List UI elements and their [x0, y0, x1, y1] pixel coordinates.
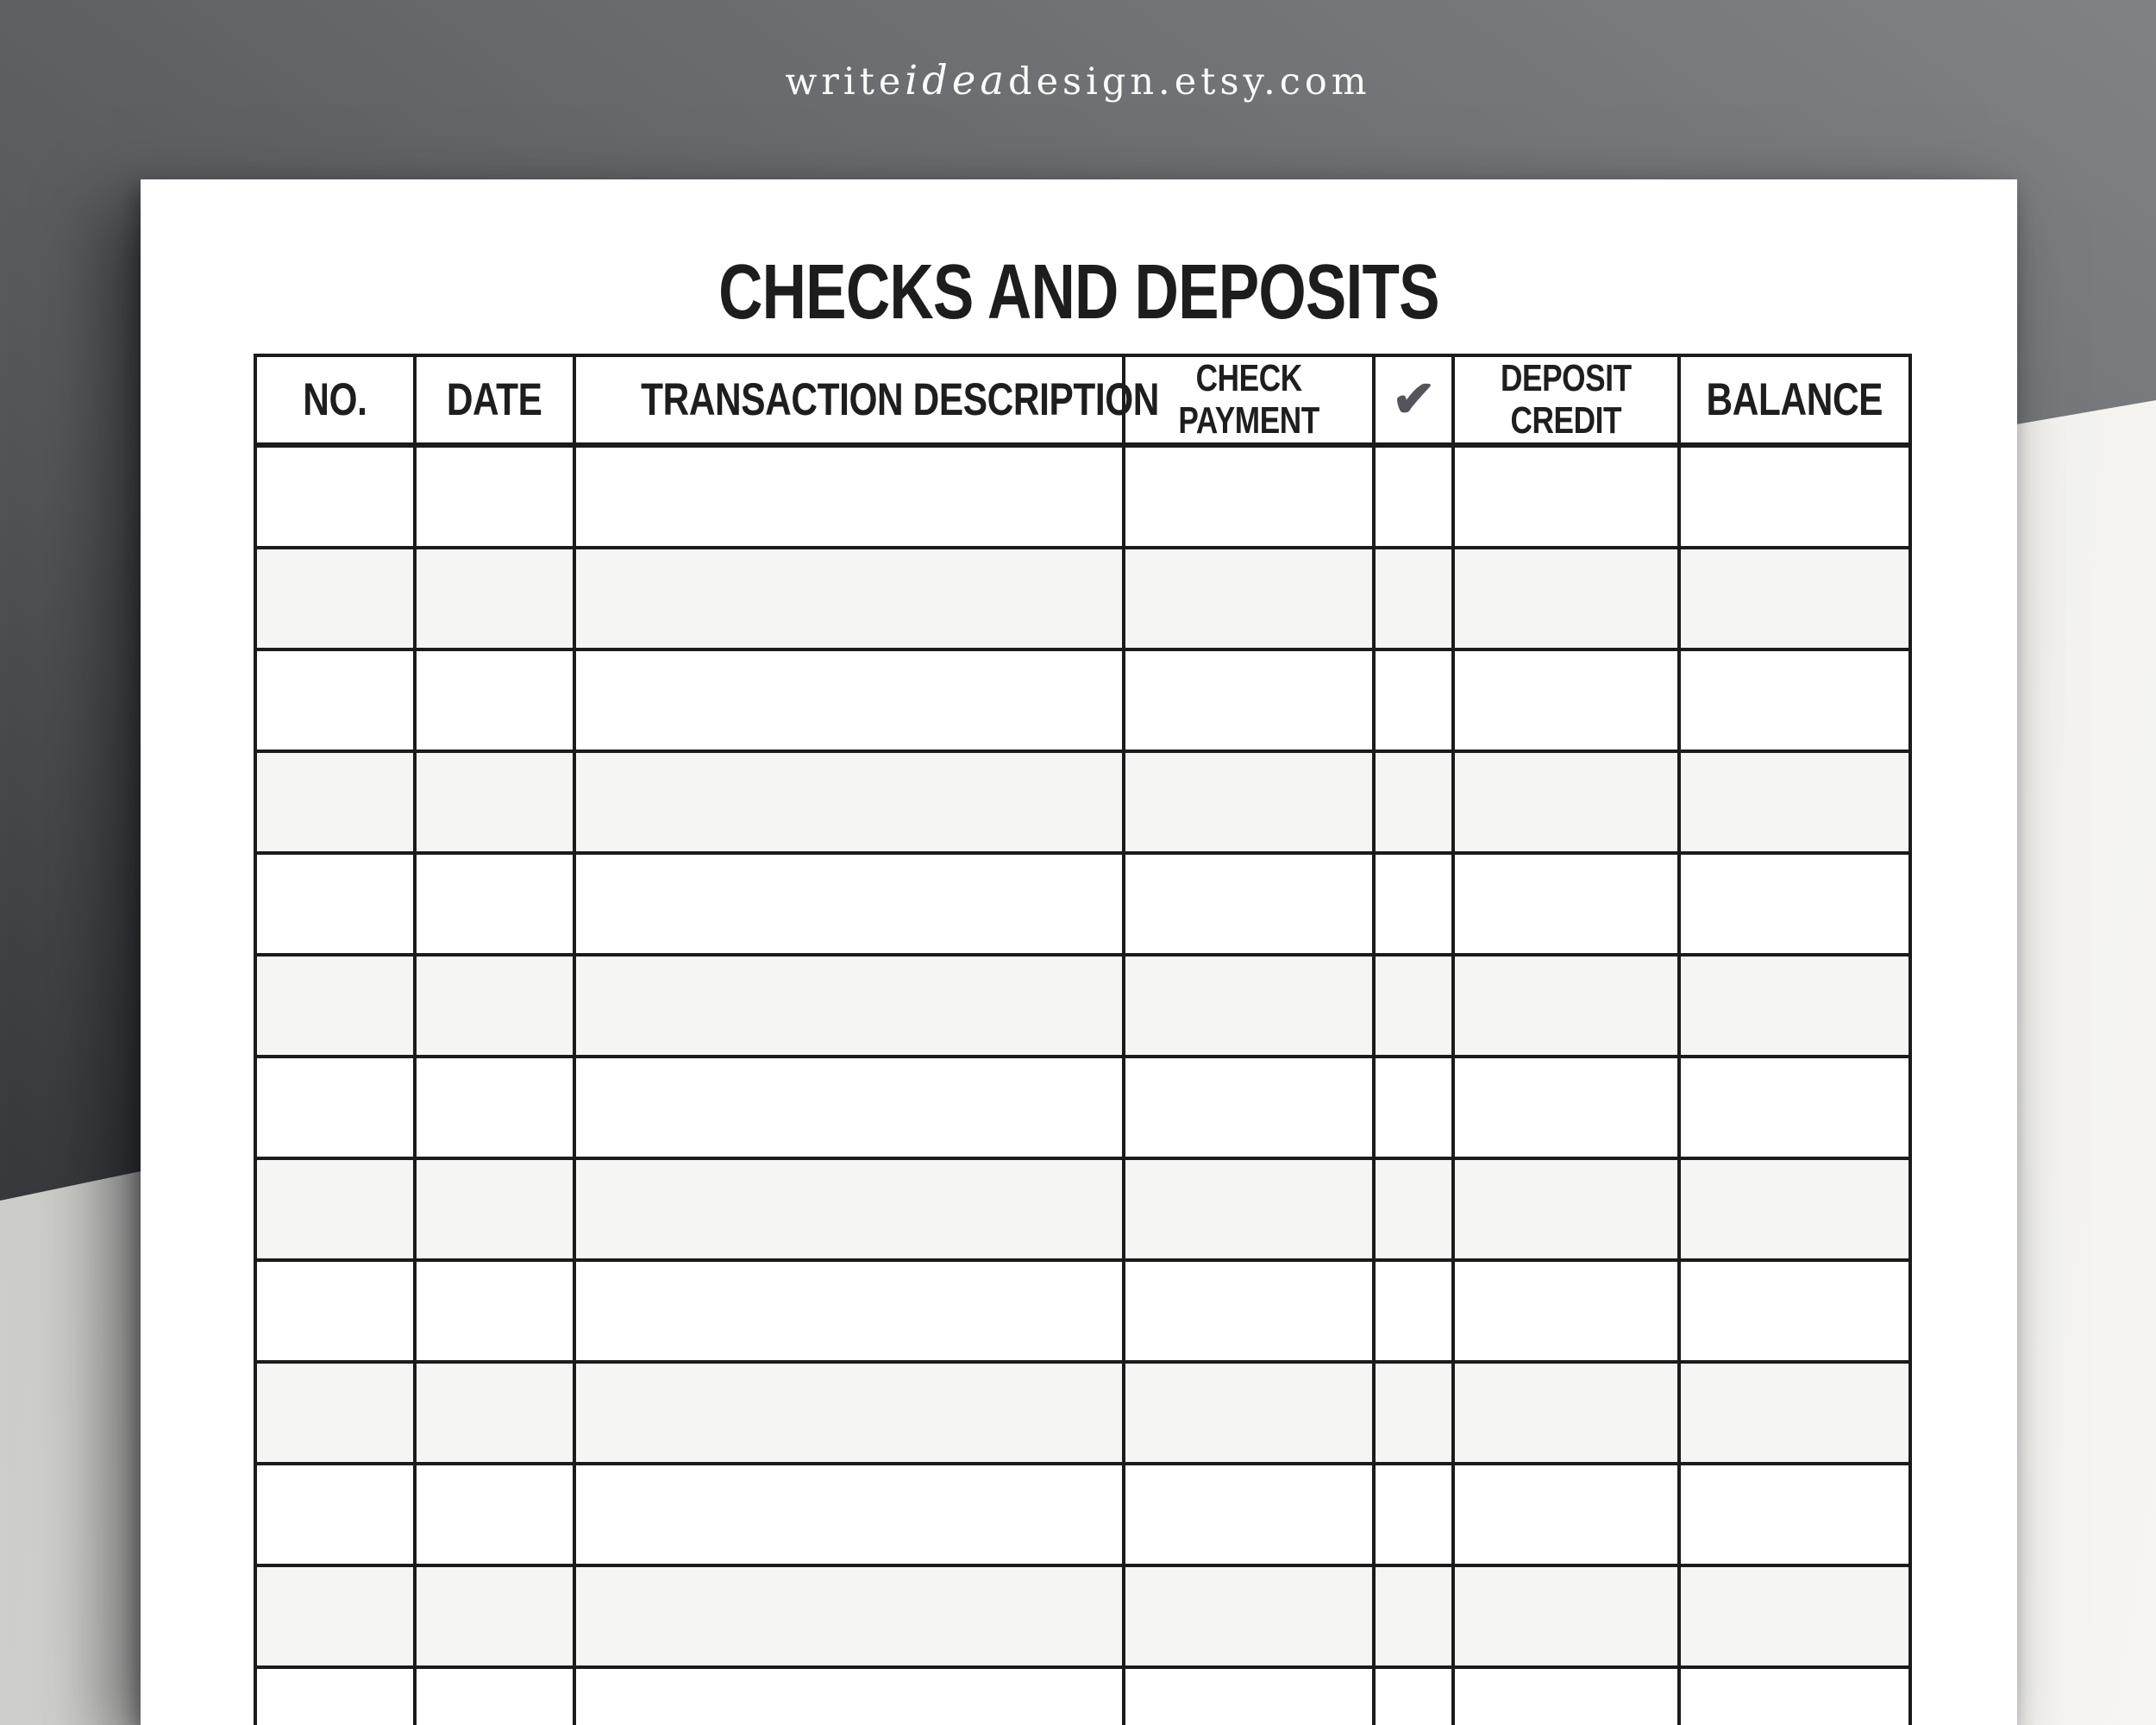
cell-check_payment [1124, 1667, 1374, 1725]
cell-balance [1679, 955, 1910, 1057]
cell-description [574, 1362, 1124, 1464]
column-header-description-label: TRANSACTION DESCRIPTION [641, 373, 1160, 425]
register-table-body [255, 445, 1910, 1725]
cell-cleared [1374, 751, 1453, 853]
checks-and-deposits-table [254, 354, 1912, 1725]
cell-balance [1679, 1464, 1910, 1565]
cell-no [255, 853, 415, 955]
cell-no [255, 1667, 415, 1725]
table-row [255, 1158, 1910, 1260]
cell-date [415, 1464, 574, 1565]
table-row [255, 1362, 1910, 1464]
cell-date [415, 1667, 574, 1725]
cell-no [255, 1057, 415, 1158]
watermark-suffix: design.etsy.com [1008, 60, 1371, 104]
table-row [255, 1667, 1910, 1725]
cell-balance [1679, 1667, 1910, 1725]
cell-check_payment [1124, 751, 1374, 853]
printable-page [141, 179, 2017, 1725]
cell-check_payment [1124, 853, 1374, 955]
table-row [255, 853, 1910, 955]
cell-date [415, 445, 574, 548]
cell-cleared [1374, 1362, 1453, 1464]
cell-no [255, 1464, 415, 1565]
cell-balance [1679, 649, 1910, 751]
cell-check_payment [1124, 955, 1374, 1057]
table-header-row [255, 355, 1910, 445]
cell-balance [1679, 1260, 1910, 1362]
cell-deposit_credit [1453, 1057, 1679, 1158]
cell-cleared [1374, 1057, 1453, 1158]
cell-no [255, 548, 415, 649]
column-header-deposit-line2: CREDIT [1510, 399, 1622, 442]
column-header-check-line1: CHECK [1195, 357, 1302, 399]
cell-date [415, 649, 574, 751]
cell-date [415, 1362, 574, 1464]
cell-date [415, 955, 574, 1057]
cell-no [255, 751, 415, 853]
cell-cleared [1374, 1667, 1453, 1725]
checkmark-icon: ✔ [1390, 369, 1437, 430]
cell-no [255, 1158, 415, 1260]
column-header-deposit-line1: DEPOSIT [1501, 357, 1632, 399]
cell-balance [1679, 548, 1910, 649]
watermark-prefix: write [785, 60, 906, 104]
cell-cleared [1374, 853, 1453, 955]
cell-check_payment [1124, 1362, 1374, 1464]
cell-description [574, 1260, 1124, 1362]
cell-description [574, 853, 1124, 955]
cell-deposit_credit [1453, 1464, 1679, 1565]
table-row [255, 1260, 1910, 1362]
cell-check_payment [1124, 445, 1374, 548]
table-row [255, 548, 1910, 649]
column-header-no [255, 355, 415, 445]
cell-cleared [1374, 1260, 1453, 1362]
column-header-check-line2: PAYMENT [1178, 399, 1319, 442]
cell-check_payment [1124, 1260, 1374, 1362]
cell-description [574, 1667, 1124, 1725]
column-header-check-payment [1124, 355, 1374, 445]
cell-check_payment [1124, 1565, 1374, 1667]
cell-check_payment [1124, 1464, 1374, 1565]
cell-balance [1679, 1362, 1910, 1464]
cell-cleared [1374, 955, 1453, 1057]
column-header-no-label: NO. [303, 373, 367, 425]
cell-date [415, 853, 574, 955]
cell-no [255, 1565, 415, 1667]
cell-cleared [1374, 649, 1453, 751]
cell-deposit_credit [1453, 751, 1679, 853]
cell-date [415, 751, 574, 853]
watermark-shop-url [0, 57, 2156, 105]
cell-no [255, 445, 415, 548]
column-header-balance-label: BALANCE [1706, 373, 1883, 425]
cell-no [255, 1260, 415, 1362]
page-title-text: CHECKS AND DEPOSITS [718, 249, 1439, 336]
cell-cleared [1374, 445, 1453, 548]
page-title [141, 249, 2017, 336]
cell-description [574, 649, 1124, 751]
cell-check_payment [1124, 649, 1374, 751]
cell-description [574, 1158, 1124, 1260]
column-header-date-label: DATE [447, 373, 542, 425]
cell-balance [1679, 1565, 1910, 1667]
column-header-date [415, 355, 574, 445]
cell-no [255, 955, 415, 1057]
cell-deposit_credit [1453, 853, 1679, 955]
table-row [255, 1565, 1910, 1667]
column-header-balance [1679, 355, 1910, 445]
cell-deposit_credit [1453, 649, 1679, 751]
cell-balance [1679, 1158, 1910, 1260]
cell-description [574, 548, 1124, 649]
cell-deposit_credit [1453, 1565, 1679, 1667]
cell-description [574, 1464, 1124, 1565]
table-row [255, 1464, 1910, 1565]
cell-description [574, 1057, 1124, 1158]
cell-no [255, 1362, 415, 1464]
cell-check_payment [1124, 548, 1374, 649]
cell-description [574, 751, 1124, 853]
watermark-script-word: idea [905, 57, 1009, 104]
cell-description [574, 445, 1124, 548]
cell-deposit_credit [1453, 548, 1679, 649]
cell-cleared [1374, 1158, 1453, 1260]
cell-no [255, 649, 415, 751]
cell-cleared [1374, 1565, 1453, 1667]
cell-deposit_credit [1453, 955, 1679, 1057]
cell-deposit_credit [1453, 1362, 1679, 1464]
cell-description [574, 1565, 1124, 1667]
table-row [255, 1057, 1910, 1158]
cell-cleared [1374, 548, 1453, 649]
table-row [255, 751, 1910, 853]
column-header-deposit-credit [1453, 355, 1679, 445]
cell-cleared [1374, 1464, 1453, 1565]
cell-balance [1679, 445, 1910, 548]
table-row [255, 445, 1910, 548]
cell-date [415, 1158, 574, 1260]
cell-date [415, 1565, 574, 1667]
cell-date [415, 548, 574, 649]
table-row [255, 955, 1910, 1057]
cell-balance [1679, 853, 1910, 955]
cell-deposit_credit [1453, 1667, 1679, 1725]
cell-description [574, 955, 1124, 1057]
cell-balance [1679, 751, 1910, 853]
cell-deposit_credit [1453, 445, 1679, 548]
cell-date [415, 1260, 574, 1362]
cell-deposit_credit [1453, 1158, 1679, 1260]
cell-check_payment [1124, 1057, 1374, 1158]
column-header-cleared [1374, 355, 1453, 445]
table-row [255, 649, 1910, 751]
cell-check_payment [1124, 1158, 1374, 1260]
cell-date [415, 1057, 574, 1158]
cell-balance [1679, 1057, 1910, 1158]
column-header-description [574, 355, 1160, 445]
cell-deposit_credit [1453, 1260, 1679, 1362]
